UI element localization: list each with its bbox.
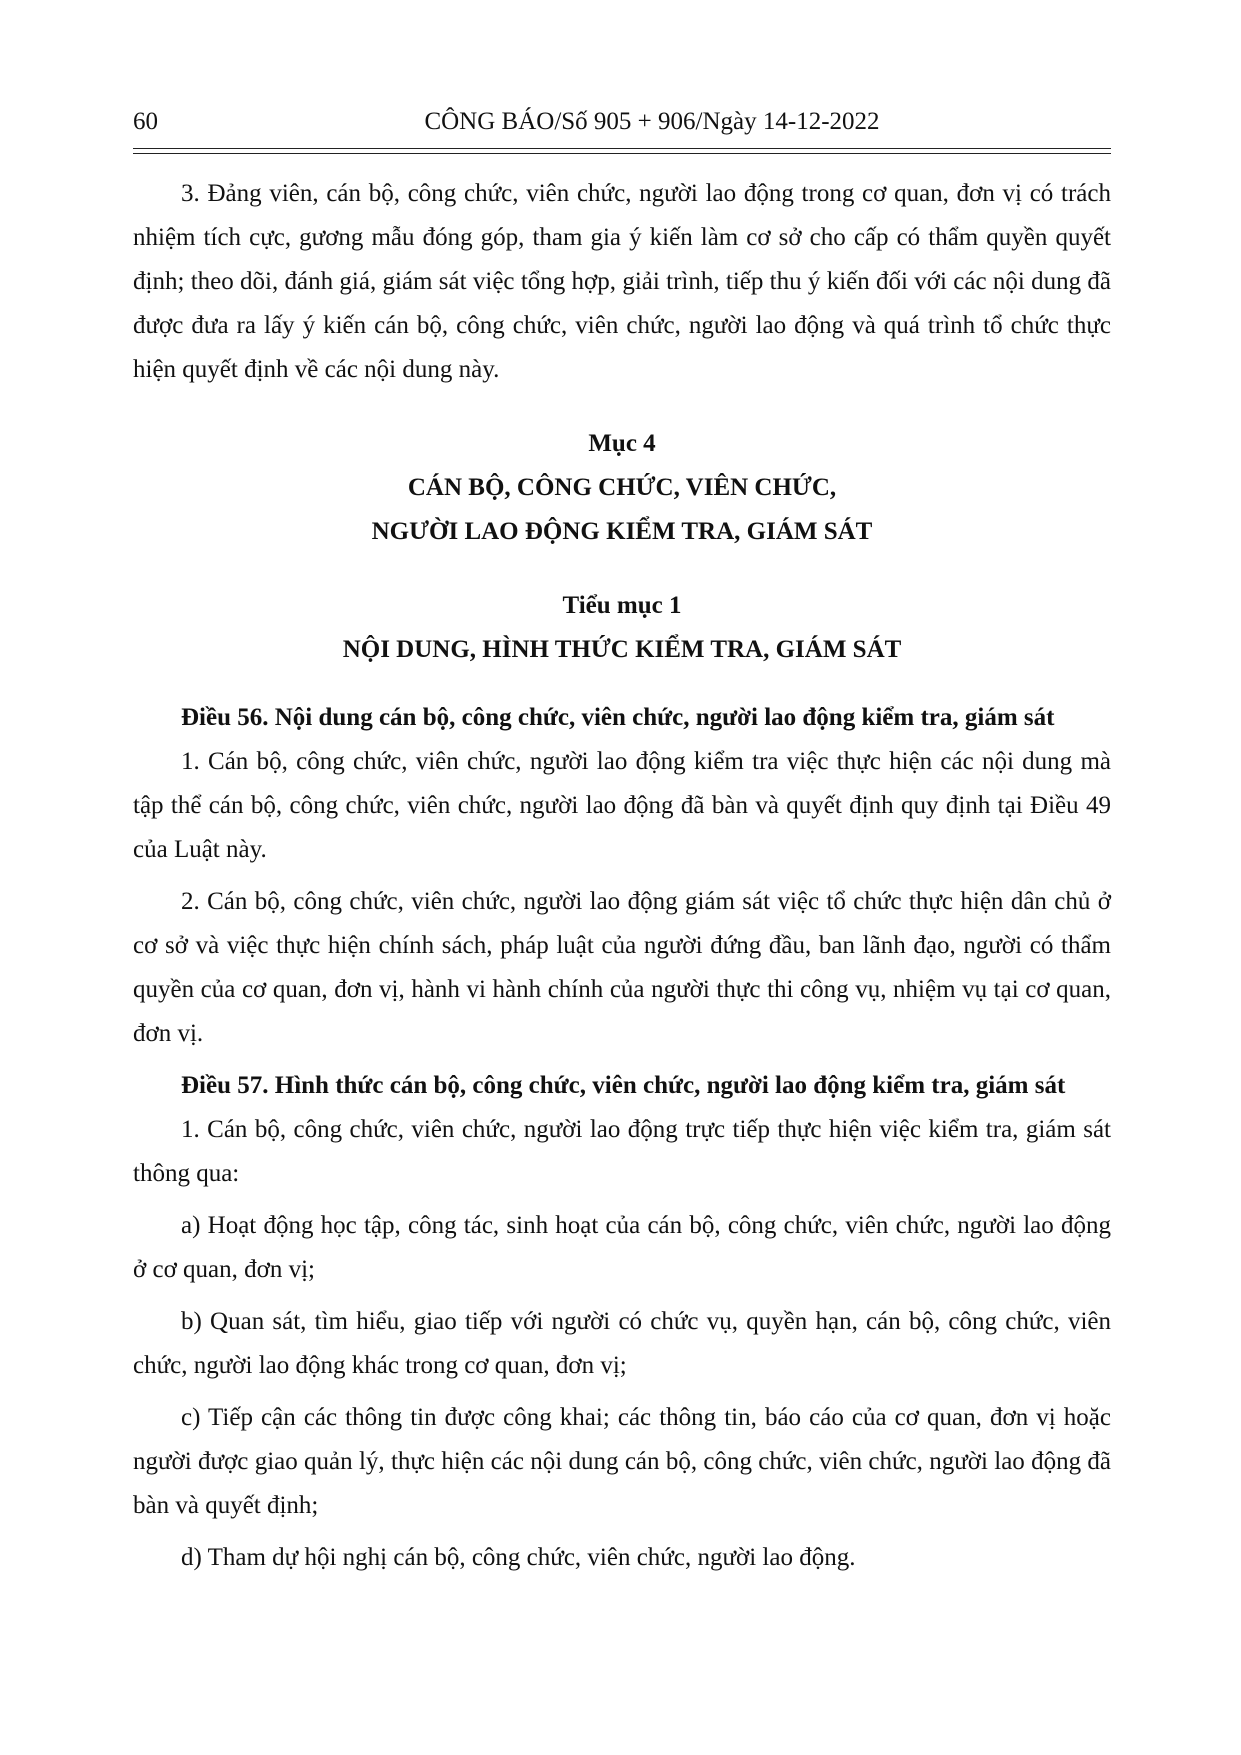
subsection-label: Tiểu mục 1 [562,592,682,619]
section-label: Mục 4 [588,430,656,457]
header-rule-top [133,148,1111,149]
header-rule-bottom [133,153,1111,154]
section-title-line-2: NGƯỜI LAO ĐỘNG KIỂM TRA, GIÁM SÁT [371,518,873,545]
section-title-line-1: CÁN BỘ, CÔNG CHỨC, VIÊN CHỨC, [407,474,837,501]
intro-paragraph: 3. Đảng viên, cán bộ, công chức, viên chức, người lao động trong cơ quan, đơn vị có trách nhiệm tích cực, gương mẫu đóng góp, tham gia ý kiến làm cơ sở cho cấp có thẩm quyền quyết định; theo dõi, đánh giá, giám sát việc tổng hợp, giải trình, tiếp thu ý kiến đối với các nội dung đã được đưa ra lấy ý kiến cán bộ, công chức, viên chức, người lao động và quá trình tổ chức thực hiện quyết định về các nội dung này. [133,180,1111,383]
gazette-title: CÔNG BÁO/Số 905 + 906/Ngày 14-12-2022 [424,108,880,135]
article-56-heading: Điều 56. Nội dung cán bộ, công chức, viên chức, người lao động kiểm tra, giám sát [181,704,1055,731]
page-number: 60 [133,108,158,135]
article-57-point-b: b) Quan sát, tìm hiểu, giao tiếp với người có chức vụ, quyền hạn, cán bộ, công chức, viên chức, người lao động khác trong cơ quan, đơn vị; [133,1308,1111,1379]
document-body [133,172,1111,1580]
article-57-clause-1: 1. Cán bộ, công chức, viên chức, người lao động trực tiếp thực hiện việc kiểm tra, giám sát thông qua: [133,1116,1111,1187]
article-56-clause-1: 1. Cán bộ, công chức, viên chức, người lao động kiểm tra việc thực hiện các nội dung mà tập thể cán bộ, công chức, viên chức, người lao động đã bàn và quyết định quy định tại Điều 49 của Luật này. [133,748,1111,863]
section-heading [133,422,1111,554]
subsection-heading [133,584,1111,672]
page-header [133,108,1111,148]
subsection-title: NỘI DUNG, HÌNH THỨC KIỂM TRA, GIÁM SÁT [342,636,902,663]
article-57-point-a: a) Hoạt động học tập, công tác, sinh hoạt của cán bộ, công chức, viên chức, người lao động ở cơ quan, đơn vị; [133,1212,1111,1283]
article-57-heading: Điều 57. Hình thức cán bộ, công chức, viên chức, người lao động kiểm tra, giám sát [181,1072,1066,1099]
article-57-point-c: c) Tiếp cận các thông tin được công khai; các thông tin, báo cáo của cơ quan, đơn vị hoặc người được giao quản lý, thực hiện các nội dung cán bộ, công chức, viên chức, người lao động đã bàn và quyết định; [133,1404,1111,1519]
article-56-clause-2: 2. Cán bộ, công chức, viên chức, người lao động giám sát việc tổ chức thực hiện dân chủ ở cơ sở và việc thực hiện chính sách, pháp luật của người đứng đầu, ban lãnh đạo, người có thẩm quyền của cơ quan, đơn vị, hành vi hành chính của người thực thi công vụ, nhiệm vụ tại cơ quan, đơn vị. [133,888,1111,1047]
article-57-point-d: d) Tham dự hội nghị cán bộ, công chức, viên chức, người lao động. [181,1544,856,1571]
